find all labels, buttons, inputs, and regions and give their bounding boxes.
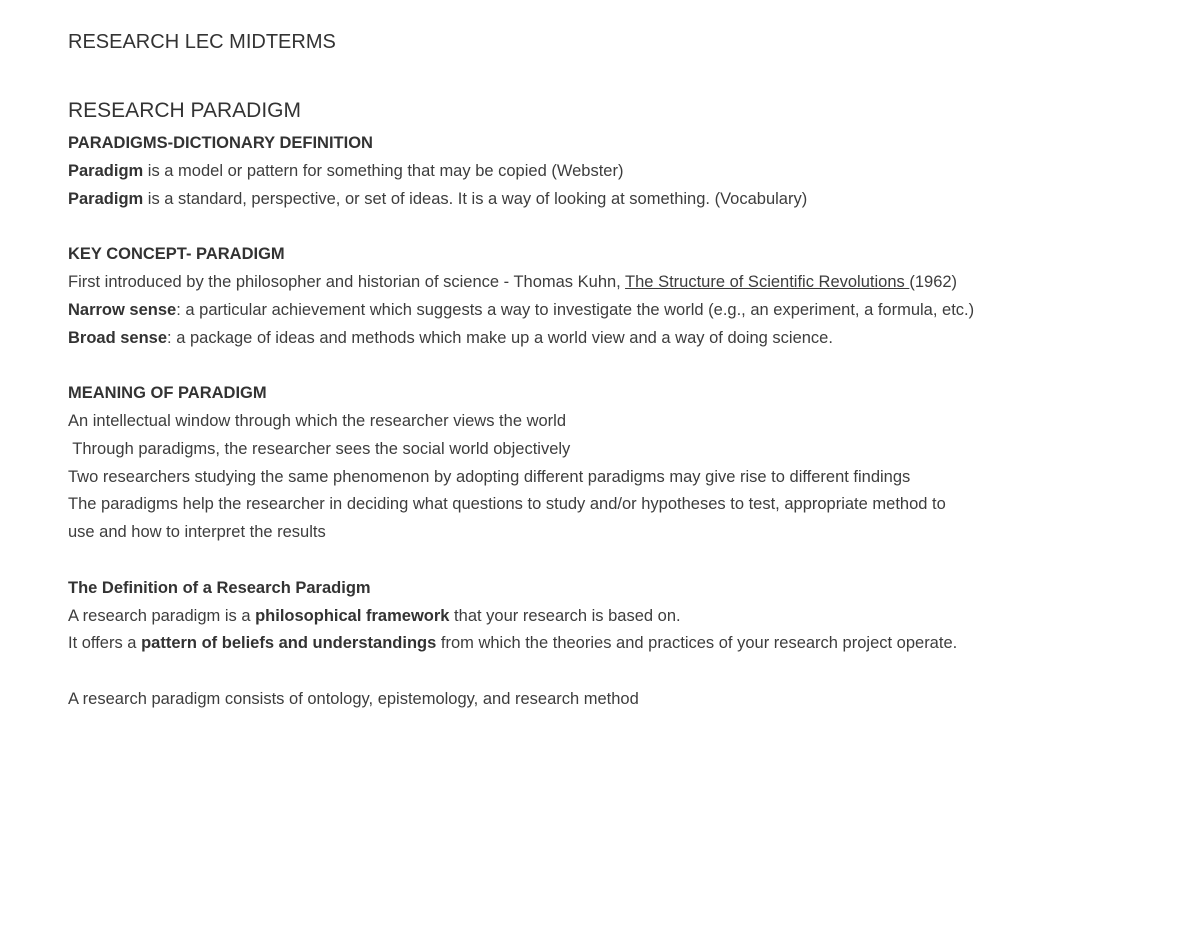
dictionary-heading: PARADIGMS-DICTIONARY DEFINITION — [68, 134, 373, 152]
definition-heading: The Definition of a Research Paradigm — [68, 578, 371, 597]
text: from which the theories and practices of your research project operate. — [436, 634, 958, 653]
term: Paradigm — [68, 161, 144, 180]
text: It offers a — [68, 634, 142, 653]
text: A research paradigm is a — [68, 606, 256, 625]
spacer — [68, 547, 1168, 575]
narrow-sense-line — [68, 297, 1168, 325]
dictionary-line-2 — [68, 186, 1168, 214]
document-title: RESEARCH LEC MIDTERMS — [68, 31, 336, 53]
meaning-heading: MEANING OF PARADIGM — [68, 384, 267, 403]
definition-text: is a standard, perspective, or set of ideas. It is a way of looking at something. (Vocabulary) — [143, 189, 808, 208]
book-title-link[interactable]: The Structure of Scientific Revolutions — [625, 272, 910, 291]
spacer — [68, 213, 1168, 241]
key-concept-heading: KEY CONCEPT- PARADIGM — [68, 245, 285, 264]
meaning-line-4: The paradigms help the researcher in deciding what questions to study and/or hypotheses to test, appropriate method to — [68, 495, 946, 514]
text: that your research is based on. — [449, 606, 681, 625]
term: Broad sense — [68, 328, 168, 347]
meaning-line-5: use and how to interpret the results — [68, 523, 326, 542]
term: Narrow sense — [68, 300, 177, 319]
book-year: (1962) — [909, 272, 958, 291]
spacer — [68, 352, 1168, 380]
emphasis: pattern of beliefs and understandings — [141, 634, 437, 653]
meaning-line-2: Through paradigms, the researcher sees the social world objectively — [68, 439, 571, 458]
meaning-line-3: Two researchers studying the same phenomenon by adopting different paradigms may give rise to different findings — [68, 467, 911, 486]
definition-text: : a package of ideas and methods which make up a world view and a way of doing science. — [167, 328, 833, 347]
summary-line: A research paradigm consists of ontology, epistemology, and research method — [68, 689, 639, 708]
key-concept-intro — [68, 269, 1168, 297]
emphasis: philosophical framework — [255, 606, 450, 625]
definition-text: is a model or pattern for something that may be copied (Webster) — [143, 161, 624, 180]
section-title: RESEARCH PARADIGM — [68, 99, 301, 122]
meaning-line-1: An intellectual window through which the researcher views the world — [68, 411, 567, 430]
dictionary-line-1 — [68, 158, 1168, 186]
spacer — [68, 658, 1168, 686]
document-body — [68, 130, 1168, 714]
definition-text: : a particular achievement which suggests a way to investigate the world (e.g., an experiment, a formula, etc.) — [176, 300, 975, 319]
definition-line-1 — [68, 603, 1168, 631]
term: Paradigm — [68, 189, 144, 208]
definition-line-2 — [68, 630, 1168, 658]
broad-sense-line — [68, 325, 1168, 353]
intro-text: First introduced by the philosopher and historian of science - Thomas Kuhn, — [68, 272, 626, 291]
